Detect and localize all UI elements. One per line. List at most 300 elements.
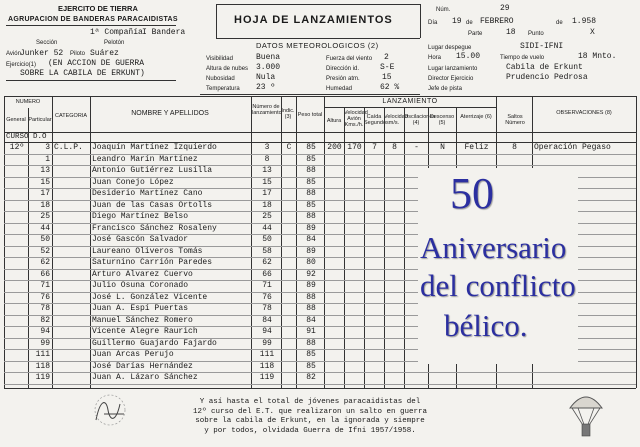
cell-alt (325, 327, 344, 337)
cell-peso: 88 (306, 292, 316, 302)
cell-num: 62 (262, 258, 272, 267)
cell-vms (385, 327, 404, 337)
fuerza-value: 2 (384, 53, 389, 62)
cell-desc (429, 155, 456, 165)
cell-caida (365, 235, 384, 245)
cell-caida (365, 270, 384, 280)
cell-num: 94 (262, 327, 272, 336)
cell-num: 25 (262, 212, 272, 221)
cell-cat (54, 339, 90, 349)
cell-peso: 89 (306, 246, 316, 256)
cell-cat (54, 178, 90, 188)
cell-name: Juan Arcas Perujo (92, 350, 174, 359)
cell-cat (54, 201, 90, 211)
cell-gen (6, 155, 28, 165)
avion-value: Junker 52 (20, 49, 64, 58)
cell-vel (345, 201, 364, 211)
cell-alt (325, 293, 344, 303)
anniversary-line-4: bélico. (444, 308, 528, 343)
cell-num: 3 (264, 143, 270, 152)
cell-part: 18 (40, 200, 50, 210)
cell-gen: 12º (9, 143, 25, 152)
cell-num: 8 (264, 154, 270, 164)
cell-cat (54, 155, 90, 165)
cell-alt (325, 316, 344, 326)
cell-alt (325, 362, 344, 372)
cell-caida (365, 212, 384, 222)
unit-label: AGRUPACION DE BANDERAS PARACAIDISTAS (8, 16, 178, 23)
cell-caida (365, 201, 384, 211)
cell-part: 1 (45, 154, 50, 164)
cell-vms (385, 362, 404, 372)
cell-gen (6, 362, 28, 372)
cell-ind (282, 316, 296, 326)
cell-part: 15 (40, 177, 50, 187)
cell-gen (6, 270, 28, 280)
cell-ind (282, 212, 296, 222)
cell-saltos (497, 373, 532, 383)
cell-alt (325, 212, 344, 222)
descenso-header: Descenso (5) (429, 114, 455, 126)
cell-part: 44 (40, 223, 50, 233)
cell-gen (6, 281, 28, 291)
cell-ind (282, 166, 296, 176)
cell-vms (385, 212, 404, 222)
cell-vel (345, 224, 364, 234)
cell-part: 17 (40, 189, 50, 198)
caption-line-4: y por todos, olvidada Guerra de Ifni 1957/1958. (204, 426, 416, 435)
cell-ater: Feliz (464, 143, 489, 152)
altura-nubes-label: Altura de nubes (206, 66, 249, 72)
cell-name: Desiderio Martínez Cano (92, 189, 203, 198)
cell-name: Juan A. Espí Puertas (92, 304, 189, 313)
cell-caida (365, 247, 384, 257)
cell-ind (282, 362, 296, 372)
cell-vms (385, 235, 404, 245)
de-label-1: de (466, 20, 473, 26)
army-label: EJERCITO DE TIERRA (58, 4, 138, 13)
cell-cat (54, 293, 90, 303)
cell-alt (325, 373, 344, 383)
cell-ind (282, 201, 296, 211)
cell-ind (282, 155, 296, 165)
cell-gen (6, 327, 28, 337)
cell-vms (385, 270, 404, 280)
cell-ind (282, 293, 296, 303)
cell-part: 119 (35, 373, 50, 382)
cell-desc (429, 373, 456, 383)
cell-peso: 88 (306, 338, 316, 348)
cell-vel (345, 178, 364, 188)
cell-alt (325, 270, 344, 280)
cell-cat (54, 212, 90, 222)
visibilidad-value: Buena (256, 53, 281, 62)
cell-vel (345, 258, 364, 268)
cell-ind (282, 178, 296, 188)
cell-vms (385, 224, 404, 234)
cell-name: Juan Conejo López (92, 177, 174, 187)
cell-num: 111 (259, 350, 275, 359)
cell-num: 118 (259, 361, 275, 371)
cell-peso: 84 (306, 235, 316, 244)
avion-label: Avión (6, 51, 21, 57)
cell-name: Diego Martínez Belso (92, 212, 189, 221)
indic-header: Indic. (3) (281, 108, 295, 120)
cell-peso: 85 (306, 361, 316, 371)
cell-gen (6, 304, 28, 314)
altura-nubes-value: 3.000 (256, 63, 281, 72)
signature (90, 392, 130, 428)
nubosidad-value: Nula (256, 73, 276, 82)
cell-num: 13 (262, 166, 272, 175)
cell-name: Laureano Oliveros Tomás (92, 246, 203, 256)
caption-line-1: Y así hasta el total de jóvenes paracaidistas del (199, 398, 421, 406)
ejercicio-value-2: SOBRE LA CABILA DE ERKUNT) (20, 69, 145, 78)
cell-part: 62 (40, 258, 50, 267)
cell-vms (385, 373, 404, 383)
director-value: Prudencio Pedrosa (506, 73, 588, 82)
cell-peso: 88 (306, 166, 316, 175)
cell-ind (282, 327, 296, 337)
cell-caida (365, 350, 384, 360)
cell-part: 78 (40, 304, 50, 313)
cell-alt (325, 258, 344, 268)
cell-gen (6, 189, 28, 199)
table-row (0, 373, 632, 383)
cell-saltos: 8 (512, 143, 517, 152)
cell-cat (54, 235, 90, 245)
cell-caida (365, 373, 384, 383)
cell-name: Juan de las Casas Ortolls (92, 200, 213, 210)
caption (150, 398, 470, 436)
tiempo-vuelo-label: Tiempo de vuelo (500, 55, 545, 61)
tiempo-vuelo-value: 18 Mnto. (578, 52, 617, 61)
cell-peso: 88 (306, 304, 316, 313)
cell-vms (385, 189, 404, 199)
cell-caida: 7 (372, 143, 377, 152)
cell-caida (365, 304, 384, 314)
cell-part: 82 (40, 315, 50, 325)
cell-name: Manuel Sánchez Romero (92, 315, 193, 325)
cell-part: 13 (40, 166, 50, 175)
cell-vel (345, 155, 364, 165)
temperatura-value: 23 º (256, 83, 276, 92)
cell-osc (405, 155, 428, 165)
cell-num: 58 (262, 246, 272, 256)
piloto-label: Piloto (70, 51, 86, 57)
nombre-header: NOMBRE Y APELLIDOS (131, 110, 209, 117)
n-value: 29 (500, 4, 510, 13)
temperatura-label: Temperatura (206, 86, 240, 92)
caida-header: Caída Segundos (364, 114, 389, 126)
cell-vel (345, 362, 364, 372)
num-lanz-header: Número de lanzamiento (252, 104, 282, 116)
cell-vel (345, 304, 364, 314)
cell-part: 50 (40, 235, 50, 244)
cell-cat (54, 189, 90, 199)
altura-header: Altura (326, 118, 342, 124)
cell-name: Leandro Marín Martínez (92, 154, 198, 164)
cell-name: Juan A. Lázaro Sánchez (92, 373, 198, 382)
cell-part: 25 (40, 212, 50, 221)
cell-part: 66 (40, 269, 50, 279)
cell-peso: 84 (306, 315, 316, 325)
cell-alt (325, 350, 344, 360)
parte-value: 18 (506, 28, 516, 37)
cell-ind (282, 247, 296, 257)
cell-ind: C (286, 143, 292, 152)
cell-part: 76 (40, 292, 50, 302)
cell-alt (325, 189, 344, 199)
cell-ind (282, 258, 296, 268)
cell-name: Guillermo Guajardo Fajardo (92, 338, 217, 348)
cell-vel (345, 327, 364, 337)
cell-alt (325, 178, 344, 188)
velocidad-avion-header: Velocidad Avión Kms./h. (344, 110, 368, 128)
cell-peso: 85 (306, 143, 316, 152)
cell-alt (325, 235, 344, 245)
cell-part: 71 (40, 281, 50, 290)
cell-cat (54, 350, 90, 360)
cell-name: José Gascón Salvador (92, 235, 189, 244)
cell-num: 50 (262, 235, 272, 244)
cell-gen (6, 166, 28, 176)
punto-value: X (590, 28, 595, 37)
direccion-value: S-E (380, 63, 395, 72)
cell-caida (365, 155, 384, 165)
director-label: Director Ejercicio (428, 76, 474, 82)
cell-part: 118 (35, 361, 50, 371)
cell-obs (534, 155, 636, 165)
company-value: 1ª Compañía (90, 28, 143, 37)
cell-cat (54, 316, 90, 326)
cell-vel (345, 281, 364, 291)
cell-ind (282, 304, 296, 314)
cell-cat (54, 166, 90, 176)
caption-line-2: 12º curso del E.T. que realizaron un salto en guerra (192, 407, 428, 416)
cell-peso: 88 (306, 212, 316, 221)
general-header: General (6, 117, 26, 123)
curso-label: CURSO D.O (6, 133, 47, 141)
cell-num: 15 (262, 177, 272, 187)
cell-peso: 92 (306, 269, 316, 279)
cell-num: 44 (262, 223, 272, 233)
piloto-value: Suárez (90, 49, 119, 58)
cell-ind (282, 339, 296, 349)
jefe-label: Jefe de pista (428, 86, 463, 92)
cell-peso: 85 (306, 200, 316, 210)
n-label: Núm. (436, 7, 451, 13)
cell-part: 3 (45, 143, 50, 152)
humedad-value: 62 % (380, 83, 400, 92)
anniversary-line-3: del conflicto (420, 268, 576, 303)
cell-cat (54, 304, 90, 314)
cell-caida (365, 327, 384, 337)
cell-alt (325, 224, 344, 234)
cell-name: Joaquín Martínez Izquierdo (92, 143, 217, 152)
table-row (0, 155, 632, 165)
cell-peso: 89 (306, 223, 316, 233)
cell-vms (385, 293, 404, 303)
cell-gen (6, 350, 28, 360)
humedad-label: Humedad (326, 86, 353, 92)
cell-desc: N (440, 143, 445, 152)
cell-num: 99 (262, 338, 272, 348)
cell-caida (365, 224, 384, 234)
cell-name: Arturo Álvarez Cuervo (92, 269, 193, 279)
anniversary-number: 50 (450, 169, 494, 218)
cell-name: José Darías Hernández (92, 361, 193, 371)
cell-cat (54, 224, 90, 234)
cell-vel: 170 (347, 143, 362, 152)
cell-ind (282, 350, 296, 360)
ejercicio-value: (EN ACCION DE GUERRA (48, 59, 145, 68)
cell-obs: Operación Pegaso (534, 143, 611, 152)
cell-vms (385, 281, 404, 291)
fuerza-label: Fuerza del viento (326, 56, 373, 62)
lugar-lanzamiento-label: Lugar lanzamiento (428, 66, 478, 72)
cell-cat (54, 362, 90, 372)
cell-caida (365, 339, 384, 349)
cell-saltos (497, 155, 532, 165)
cell-name: Francisco Sánchez Rosaleny (92, 223, 217, 233)
lugar-despegue-value: SIDI-IFNI (520, 42, 564, 51)
lugar-despegue-label: Lugar despegue (428, 45, 472, 51)
lanzamiento-header: LANZAMIENTO (382, 98, 438, 105)
cell-name: Saturnino Carrión Paredes (92, 258, 213, 267)
numero-header: NUMERO (15, 99, 41, 105)
cell-alt (325, 304, 344, 314)
cell-cat (54, 247, 90, 257)
cell-ater (457, 373, 496, 383)
cell-obs (534, 373, 636, 383)
parte-label: Parte (468, 31, 483, 37)
cell-vms (385, 201, 404, 211)
cell-gen (6, 224, 28, 234)
paratrooper-emblem-icon (566, 390, 606, 440)
anniversary-line-2: Aniversario (420, 230, 567, 265)
bandera-value: I Bandera (142, 28, 186, 37)
hora-label: Hora (428, 55, 442, 61)
cell-cat (54, 327, 90, 337)
table-row (0, 143, 632, 153)
presion-label: Presión atm. (326, 76, 360, 82)
cell-alt: 200 (327, 143, 342, 152)
cell-ind (282, 281, 296, 291)
peso-header: Peso total (297, 112, 323, 118)
dia-label: Día (428, 20, 438, 26)
cell-num: 17 (262, 189, 272, 198)
cell-peso: 82 (306, 373, 316, 382)
cell-vms (385, 316, 404, 326)
cell-ind (282, 224, 296, 234)
cell-peso: 80 (306, 258, 316, 267)
cell-gen (6, 212, 28, 222)
cell-ind (282, 270, 296, 280)
cell-alt (325, 281, 344, 291)
cell-part: 52 (40, 246, 50, 256)
ejercicio-label: Ejercicio(1) (6, 62, 37, 68)
cell-name: Vicente Alegre Raurich (92, 327, 198, 336)
cell-vms (385, 350, 404, 360)
nubosidad-label: Nubosidad (206, 76, 235, 82)
cell-peso: 91 (306, 327, 316, 336)
cell-num: 78 (262, 304, 272, 313)
cell-num: 66 (262, 269, 272, 279)
cell-cat (54, 258, 90, 268)
cell-peso: 85 (306, 177, 316, 187)
dia-value: 19 (452, 17, 462, 26)
seccion-label: Sección (36, 40, 58, 46)
cell-vel (345, 373, 364, 383)
cell-cat: C.L.P. (54, 143, 83, 152)
cell-gen (6, 258, 28, 268)
cell-peso: 85 (306, 154, 316, 164)
caption-line-3: sobre la cabila de Erkunt, en la ignorada y siempre (195, 417, 425, 425)
cell-ind (282, 235, 296, 245)
categoria-header: CATEGORIA (55, 113, 87, 119)
ano-value: 1.958 (572, 17, 597, 26)
cell-vel (345, 270, 364, 280)
cell-vel (345, 339, 364, 349)
cell-caida (365, 166, 384, 176)
cell-gen (6, 373, 28, 383)
de-label-2: de (556, 20, 563, 26)
cell-caida (365, 189, 384, 199)
cell-vms (385, 166, 404, 176)
cell-caida (365, 258, 384, 268)
cell-peso: 89 (306, 281, 316, 290)
cell-cat (54, 270, 90, 280)
cell-gen (6, 293, 28, 303)
mes-value: FEBRERO (480, 17, 514, 26)
cell-vms (385, 304, 404, 314)
cell-vel (345, 235, 364, 245)
cell-part: 99 (40, 338, 50, 348)
lugar-lanzamiento-value: Cabila de Erkunt (506, 63, 583, 72)
visibilidad-label: Visibilidad (206, 56, 233, 62)
cell-gen (6, 235, 28, 245)
cell-vms: 8 (392, 143, 397, 152)
cell-ind (282, 189, 296, 199)
cell-gen (6, 178, 28, 188)
cell-peso: 85 (306, 350, 316, 359)
cell-caida (365, 316, 384, 326)
cell-vms (385, 155, 404, 165)
aterrizaje-header: Aterrizaje (6) (460, 114, 492, 120)
cell-alt (325, 201, 344, 211)
cell-num: 71 (262, 281, 272, 290)
cell-name: Julio Osuna Coronado (92, 281, 189, 290)
cell-peso: 88 (306, 189, 316, 198)
punto-label: Punto (528, 31, 544, 37)
particular-header: Particular (28, 117, 52, 123)
cell-osc: - (414, 143, 419, 152)
cell-vel (345, 189, 364, 199)
cell-caida (365, 293, 384, 303)
cell-vel (345, 350, 364, 360)
meteo-title: DATOS METEOROLOGICOS (2) (256, 41, 379, 50)
cell-caida (365, 281, 384, 291)
cell-ater (457, 155, 496, 165)
peloton-label: Pelotón (104, 40, 125, 46)
cell-caida (365, 178, 384, 188)
cell-num: 119 (259, 373, 275, 382)
cell-gen (6, 201, 28, 211)
cell-gen (6, 247, 28, 257)
cell-cat (54, 281, 90, 291)
direccion-label: Dirección id. (326, 66, 360, 72)
